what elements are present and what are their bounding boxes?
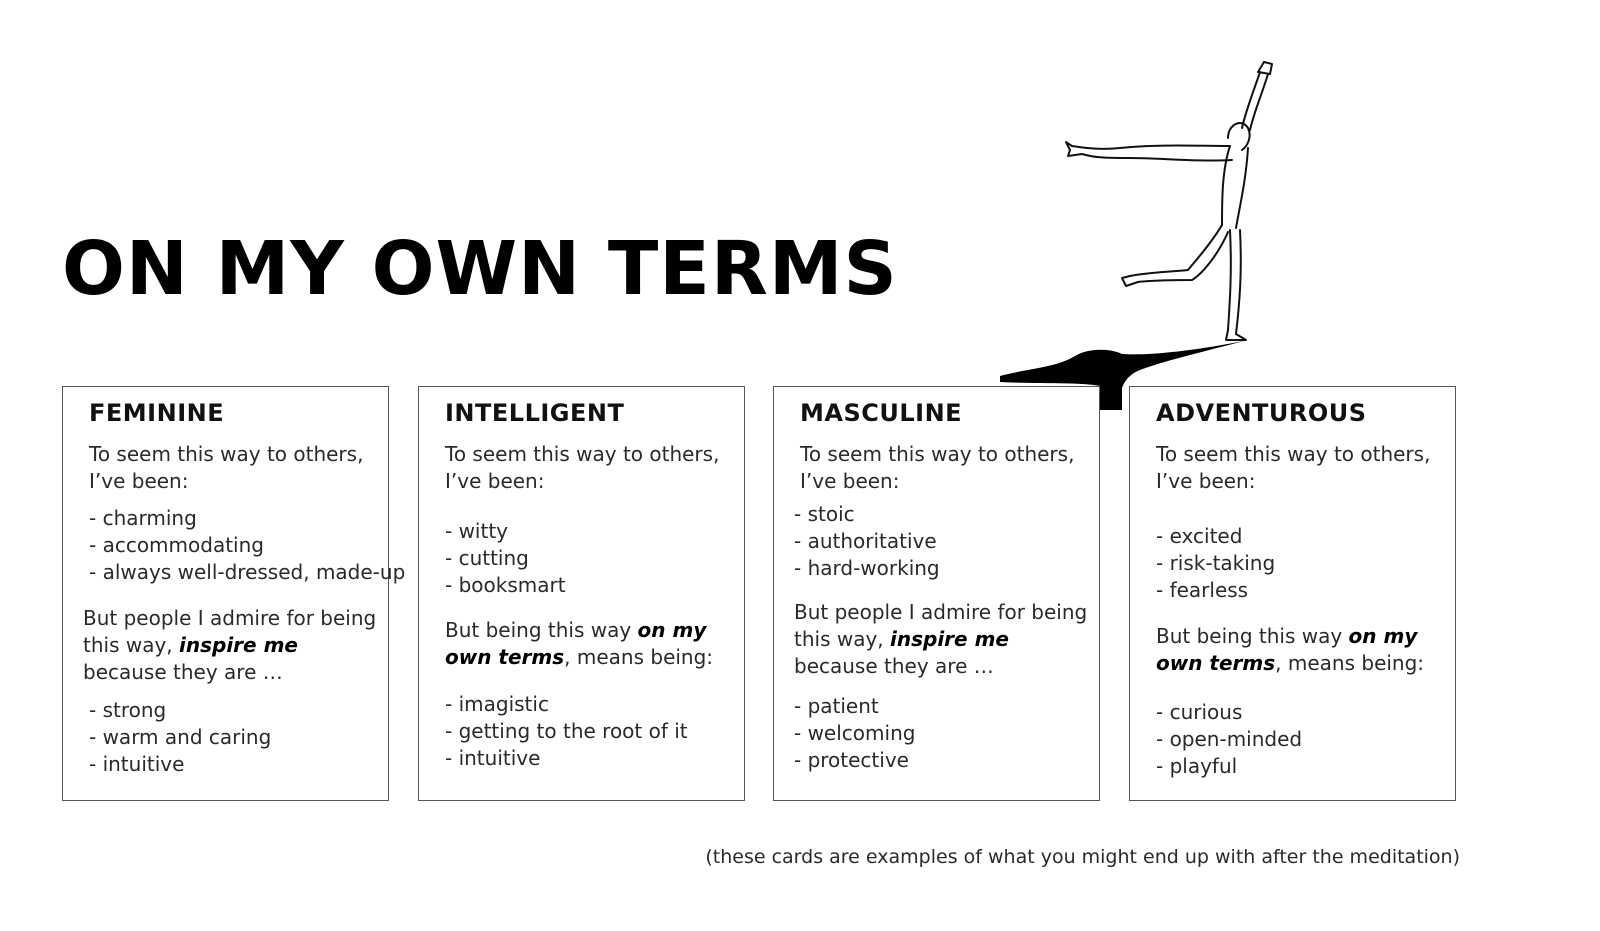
- intro-line: To seem this way to others,: [89, 442, 364, 466]
- emphasis-text: inspire me: [890, 627, 1009, 651]
- card-adventurous: [1129, 386, 1456, 801]
- intro-line: To seem this way to others,: [1156, 442, 1431, 466]
- list-item: - booksmart: [445, 573, 566, 597]
- list-item: - accommodating: [89, 533, 264, 557]
- trait-list: [445, 691, 745, 772]
- list-item: - always well-dressed, made-up: [89, 560, 406, 584]
- card-intro: [800, 441, 1090, 495]
- text-span: , means being:: [1275, 651, 1425, 675]
- list-item: - hard-working: [794, 556, 940, 580]
- card-own-terms-text: [445, 617, 745, 671]
- list-item: - intuitive: [89, 752, 185, 776]
- text-span: But people I admire for being this way,: [83, 606, 377, 657]
- trait-list: [89, 697, 389, 778]
- list-item: - intuitive: [445, 746, 541, 770]
- intro-line: I’ve been:: [800, 469, 900, 493]
- card-admire-text: [794, 599, 1094, 680]
- list-item: - patient: [794, 694, 879, 718]
- card-title: MASCULINE: [800, 399, 963, 427]
- dancing-figure-icon: [960, 50, 1300, 410]
- card-admire-text: [83, 605, 383, 686]
- intro-line: To seem this way to others,: [800, 442, 1075, 466]
- text-span: But people I admire for being this way,: [794, 600, 1088, 651]
- emphasis-text: on my own terms: [1156, 624, 1418, 675]
- text-span: But being this way: [1156, 624, 1349, 648]
- intro-line: I’ve been:: [89, 469, 189, 493]
- card-intelligent: [418, 386, 745, 801]
- list-item: - fearless: [1156, 578, 1249, 602]
- list-item: - getting to the root of it: [445, 719, 688, 743]
- list-item: - playful: [1156, 754, 1238, 778]
- list-item: - witty: [445, 519, 509, 543]
- trait-list: [1156, 523, 1456, 604]
- card-masculine: [773, 386, 1100, 801]
- list-item: - stoic: [794, 502, 855, 526]
- list-item: - charming: [89, 506, 197, 530]
- page-title: ON MY OWN TERMS: [62, 226, 898, 312]
- intro-line: I’ve been:: [1156, 469, 1256, 493]
- card-title: FEMININE: [89, 399, 225, 427]
- list-item: - cutting: [445, 546, 529, 570]
- text-span: because they are …: [83, 660, 283, 684]
- list-item: - imagistic: [445, 692, 549, 716]
- trait-list: [1156, 699, 1456, 780]
- list-item: - warm and caring: [89, 725, 272, 749]
- card-intro: [89, 441, 379, 495]
- trait-list: [794, 501, 1094, 582]
- intro-line: To seem this way to others,: [445, 442, 720, 466]
- card-intro: [445, 441, 735, 495]
- card-intro: [1156, 441, 1446, 495]
- trait-list: [445, 518, 745, 599]
- card-title: ADVENTUROUS: [1156, 399, 1367, 427]
- emphasis-text: on my own terms: [445, 618, 707, 669]
- card-title: INTELLIGENT: [445, 399, 625, 427]
- trait-list: [89, 505, 406, 586]
- emphasis-text: inspire me: [179, 633, 298, 657]
- list-item: - risk-taking: [1156, 551, 1276, 575]
- text-span: because they are …: [794, 654, 994, 678]
- list-item: - strong: [89, 698, 167, 722]
- intro-line: I’ve been:: [445, 469, 545, 493]
- list-item: - open-minded: [1156, 727, 1303, 751]
- card-own-terms-text: [1156, 623, 1456, 677]
- list-item: - authoritative: [794, 529, 937, 553]
- card-feminine: [62, 386, 406, 801]
- list-item: - protective: [794, 748, 909, 772]
- list-item: - welcoming: [794, 721, 916, 745]
- text-span: But being this way: [445, 618, 638, 642]
- trait-list: [794, 693, 1094, 774]
- caption: (these cards are examples of what you might end up with after the meditation): [705, 846, 1460, 868]
- list-item: - curious: [1156, 700, 1243, 724]
- list-item: - excited: [1156, 524, 1243, 548]
- text-span: , means being:: [564, 645, 714, 669]
